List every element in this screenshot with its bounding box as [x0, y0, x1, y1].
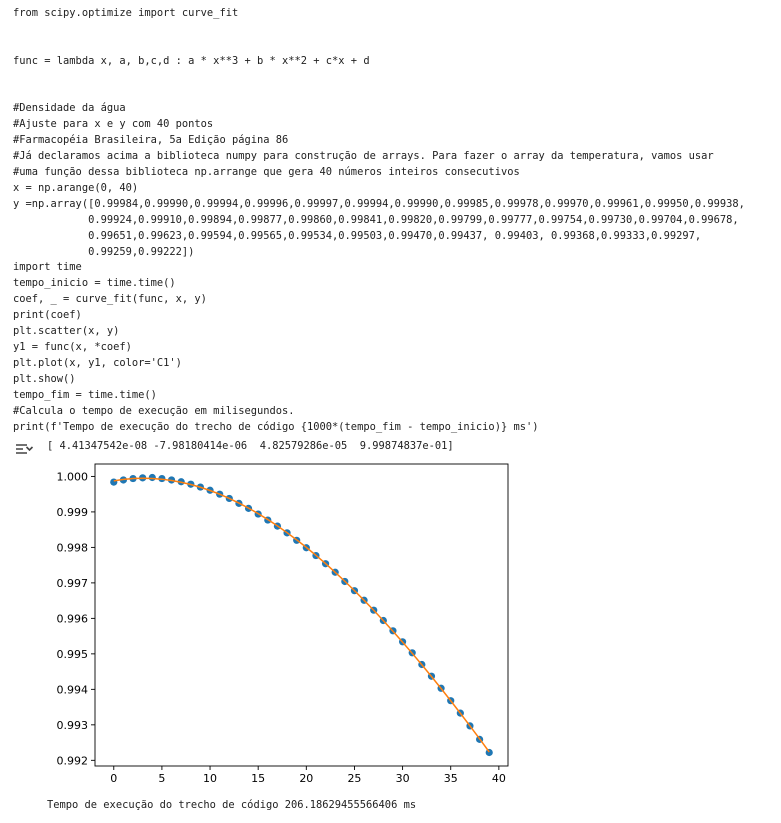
code-line: #Calcula o tempo de execução em milisegundos. — [13, 404, 295, 417]
y-tick-label: 0.999 — [56, 505, 88, 519]
y-tick-label: 0.996 — [56, 612, 88, 626]
code-line — [13, 85, 745, 101]
y-tick-label: 1.000 — [56, 470, 88, 484]
x-tick-label: 30 — [395, 772, 410, 785]
output-toggle-button[interactable] — [14, 441, 34, 455]
x-tick-label: 20 — [299, 772, 314, 785]
fit-line — [114, 478, 489, 752]
y-tick-label: 0.997 — [56, 576, 88, 590]
code-line: x = np.arange(0, 40) — [13, 181, 139, 194]
y-tick-label: 0.992 — [56, 754, 88, 768]
x-tick-label: 25 — [347, 772, 362, 785]
code-line: #uma função dessa biblioteca np.arrange que gera 40 números inteiros consecutivos — [13, 166, 520, 178]
code-cell-source[interactable] — [13, 6, 745, 435]
code-line: #Farmacopéia Brasileira, 5a Edição página 86 — [13, 134, 289, 147]
code-line: plt.plot(x, y1, color='C1') — [13, 356, 182, 369]
x-tick-label: 35 — [443, 772, 458, 785]
x-tick-label: 0 — [110, 772, 118, 785]
output-toggle-icon — [14, 442, 34, 456]
timing-output: Tempo de execução do trecho de código 206.18629455566406 ms — [47, 799, 417, 811]
code-line: #Ajuste para x e y com 40 pontos — [13, 118, 214, 131]
code-line: 0.99924,0.99910,0.99894,0.99877,0.99860,0.99841,0.99820,0.99799,0.99777,0.99754,0.99730,0.99704,0.99678, — [13, 213, 739, 226]
code-line: print(coef) — [13, 309, 82, 322]
code-line — [13, 22, 745, 38]
scatter-point — [110, 478, 117, 485]
code-line: print(f'Tempo de execução do trecho de código {1000*(tempo_fim - tempo_inicio)} ms') — [13, 420, 539, 433]
code-line: 0.99651,0.99623,0.99594,0.99565,0.99534,0.99503,0.99470,0.99437, 0.99403, 0.99368,0.99333,0.99297, — [13, 229, 702, 242]
code-line: from scipy.optimize import curve_fit — [13, 7, 239, 19]
x-tick-label: 40 — [491, 772, 506, 785]
coef-output: [ 4.41347542e-08 -7.98180414e-06 4.82579286e-05 9.99874837e-01] — [47, 440, 454, 452]
code-line: coef, _ = curve_fit(func, x, y) — [13, 293, 207, 306]
x-tick-label: 5 — [158, 772, 166, 785]
y-tick-label: 0.994 — [56, 683, 88, 697]
code-line: #Já declaramos acima a biblioteca numpy para construção de arrays. Para fazer o array da temperatura, vamos usar — [13, 150, 714, 163]
code-line — [13, 70, 745, 86]
code-line: 0.99259,0.99222]) — [13, 245, 195, 258]
code-line: tempo_fim = time.time() — [13, 388, 157, 401]
x-tick-label: 15 — [251, 772, 266, 785]
chart-plot — [0, 455, 520, 800]
axes-frame — [95, 464, 508, 766]
code-line: plt.show() — [13, 372, 76, 385]
code-line — [13, 38, 745, 54]
code-line: import time — [13, 261, 82, 274]
x-tick-label: 10 — [203, 772, 218, 785]
scatter-point — [149, 474, 156, 481]
y-tick-label: 0.998 — [56, 541, 88, 555]
scatter-point — [486, 749, 493, 756]
code-line: tempo_inicio = time.time() — [13, 277, 176, 290]
code-line: #Densidade da água — [13, 102, 126, 115]
y-tick-label: 0.995 — [56, 647, 88, 661]
code-line: plt.scatter(x, y) — [13, 325, 120, 338]
code-line: y1 = func(x, *coef) — [13, 340, 132, 353]
y-tick-label: 0.993 — [56, 718, 88, 732]
code-line: y =np.array([0.99984,0.99990,0.99994,0.99996,0.99997,0.99994,0.99990,0.99985,0.99978,0.99970,0.99961,0.99950,0.99938, — [13, 197, 745, 210]
code-line: func = lambda x, a, b,c,d : a * x**3 + b * x**2 + c*x + d — [13, 54, 370, 67]
